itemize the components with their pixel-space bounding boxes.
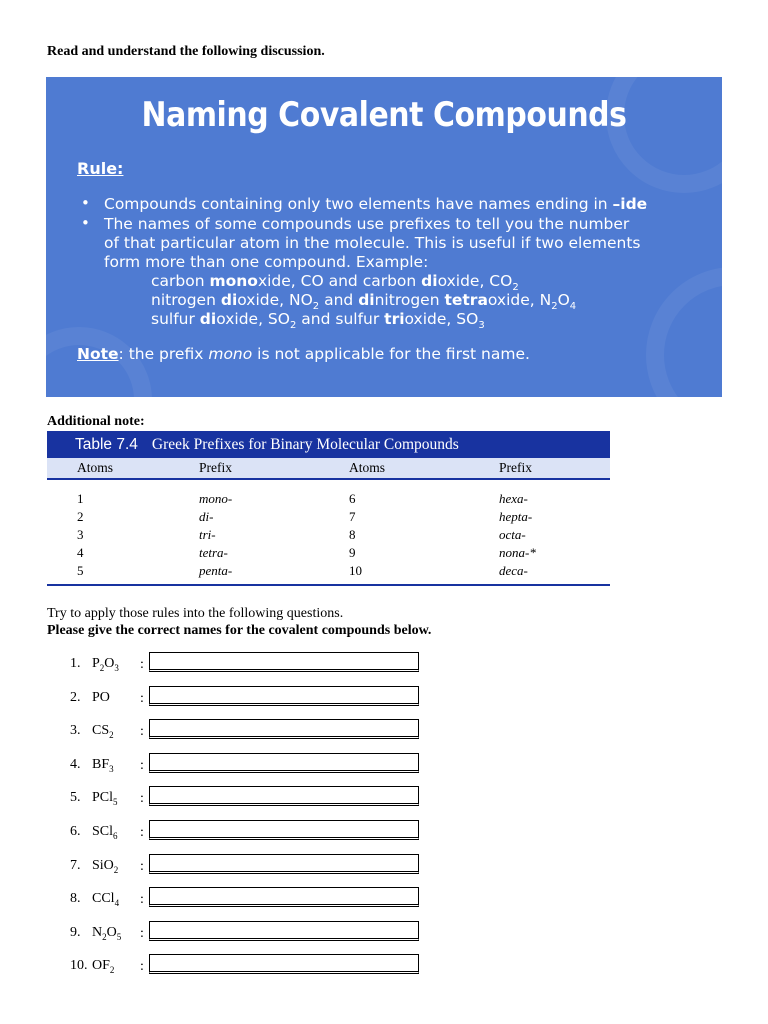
formula-element: BF (92, 756, 110, 772)
ex-subscript: 3 (478, 320, 485, 332)
answer-field[interactable] (149, 719, 419, 739)
atoms-cell: 9 (349, 545, 356, 560)
compound-formula (92, 958, 115, 976)
colon-separator: : (140, 724, 144, 740)
example-nitrogen (151, 291, 576, 312)
question-number: 10. (70, 958, 88, 974)
compound-formula (92, 824, 118, 839)
note-text: : the prefix (118, 345, 209, 363)
ex-text: and sulfur (296, 310, 385, 328)
question-label (70, 858, 118, 875)
ex-text: oxide, SO (404, 310, 479, 328)
rule-bullet-1-text: Compounds containing only two elements have names ending in (104, 195, 613, 213)
note-text: is not applicable for the first name. (252, 345, 530, 363)
ex-prefix: tri (384, 310, 405, 328)
formula-element: O (106, 924, 117, 940)
formula-element: P (92, 656, 100, 671)
compound-formula (92, 790, 118, 808)
colon-separator: : (140, 690, 144, 706)
atoms-cell: 6 (349, 491, 356, 506)
ex-subscript: 2 (312, 301, 320, 313)
rule-bullet-2-line-2 (104, 234, 641, 252)
prefix-cell: hexa- (499, 491, 528, 506)
question-number: 7. (70, 857, 81, 873)
table-title: Greek Prefixes for Binary Molecular Compounds (151, 436, 459, 453)
question-number: 8. (70, 891, 81, 907)
banner-title: Naming Covalent Compounds (141, 95, 627, 135)
atoms-cell: 1 (77, 491, 84, 506)
rule-bullet-2-line-1: The names of some compounds use prefixes to tell you the number (104, 215, 630, 233)
atoms-cell: 8 (349, 527, 356, 542)
atoms-cell: 10 (349, 563, 362, 578)
compound-formula (92, 690, 110, 705)
formula-subscript: 6 (113, 830, 118, 841)
bullet-2-bold-part: of that particular atom in the molecule. (104, 234, 410, 252)
header-atoms: Atoms (77, 460, 114, 475)
colon-separator: : (140, 757, 144, 773)
ex-text: sulfur (151, 310, 200, 328)
ex-prefix: di (358, 291, 375, 309)
formula-subscript: 2 (99, 662, 105, 673)
question-label (70, 891, 119, 908)
ex-prefix: di (421, 272, 438, 290)
prefix-cell: hepta- (499, 509, 533, 524)
instruction-bold: Please give the correct names for the covalent compounds below. (47, 623, 432, 638)
question-label (70, 656, 119, 673)
formula-subscript: 3 (114, 662, 119, 673)
formula-element: O (104, 656, 115, 671)
question-number: 2. (70, 689, 81, 705)
prefix-cell: penta- (199, 563, 233, 578)
question-number: 1. (70, 656, 81, 671)
atoms-cell: 7 (349, 509, 356, 524)
naming-rules-banner (46, 77, 722, 397)
atoms-cell: 5 (77, 563, 84, 578)
prefix-cell: deca- (499, 563, 528, 578)
question-label (70, 925, 121, 942)
compound-formula (92, 723, 114, 738)
question-label (70, 790, 118, 807)
question-number: 9. (70, 924, 81, 940)
bullet-icon: • (81, 214, 90, 232)
prefix-cell: tetra- (199, 545, 228, 560)
answer-field[interactable] (149, 887, 419, 907)
ex-subscript: 2 (551, 301, 558, 313)
ex-text: nitrogen (374, 291, 445, 309)
formula-element: N (92, 924, 103, 940)
answer-field[interactable] (149, 820, 419, 840)
example-carbon (151, 272, 519, 293)
header-prefix: Prefix (499, 460, 532, 475)
header-prefix: Prefix (199, 460, 232, 475)
question-label (70, 824, 118, 841)
ex-text: and (319, 291, 359, 309)
ex-prefix: di (199, 310, 217, 328)
ex-prefix: mono (209, 272, 258, 290)
formula-subscript: 2 (109, 965, 115, 976)
instruction-text: Try to apply those rules into the following questions. (47, 606, 344, 621)
answer-field[interactable] (149, 652, 419, 672)
atoms-cell: 4 (77, 545, 84, 560)
rule-bullet-2-line-3: form more than one compound. Example: (104, 253, 429, 271)
rule-label: Rule: (77, 159, 124, 178)
question-number: 3. (70, 723, 81, 739)
formula-subscript: 2 (113, 864, 119, 875)
ex-text: oxide, SO (216, 310, 290, 328)
formula-subscript: 4 (114, 897, 120, 908)
ex-subscript: 2 (512, 282, 519, 294)
question-label (70, 958, 114, 975)
prefix-cell: di- (199, 509, 214, 524)
ex-text: nitrogen (151, 291, 221, 309)
ex-prefix: di (220, 291, 238, 309)
ex-prefix: tetra (444, 291, 488, 309)
table-caption (47, 431, 610, 458)
note-italic: mono (208, 345, 253, 363)
colon-separator: : (140, 657, 144, 672)
colon-separator: : (140, 892, 144, 908)
bullet-2-rest: This is useful if two elements (409, 234, 641, 252)
ex-subscript: 4 (569, 301, 577, 313)
formula-element: SiO (92, 857, 114, 873)
ide-suffix: –ide (612, 195, 648, 213)
formula-element: SCl (92, 824, 114, 839)
atoms-cell: 2 (77, 509, 84, 524)
question-label (70, 757, 114, 774)
table-header-row (47, 458, 610, 480)
answer-field[interactable] (149, 854, 419, 874)
colon-separator: : (140, 791, 144, 807)
formula-subscript: 5 (116, 931, 122, 942)
ex-text: oxide, NO (237, 291, 313, 309)
question-label (70, 690, 110, 706)
colon-separator: : (140, 825, 144, 840)
formula-subscript: 3 (109, 763, 114, 774)
rule-bullet-1 (104, 195, 647, 213)
formula-element: PCl (92, 790, 114, 806)
atoms-cell: 3 (77, 527, 84, 542)
prefix-cell: nona-* (499, 545, 536, 560)
ex-subscript: 2 (289, 320, 297, 332)
colon-separator: : (140, 858, 144, 874)
ex-text: xide, CO and carbon (257, 272, 422, 290)
compound-formula (92, 656, 119, 671)
greek-prefix-table (47, 431, 610, 586)
answer-field[interactable] (149, 786, 419, 806)
ex-text: O (557, 291, 570, 309)
formula-subscript: 2 (109, 729, 114, 740)
intro-heading: Read and understand the following discussion. (47, 44, 325, 59)
question-number: 4. (70, 756, 81, 772)
bullet-icon: • (81, 194, 90, 212)
question-number: 5. (70, 790, 81, 806)
ex-text: oxide, CO (437, 272, 513, 290)
colon-separator: : (140, 925, 144, 941)
ex-text: carbon (151, 272, 210, 290)
compound-formula (92, 891, 119, 906)
compound-formula (92, 858, 118, 873)
compound-formula (92, 757, 114, 772)
prefix-cell: tri- (199, 527, 216, 542)
answer-field[interactable] (149, 921, 419, 941)
additional-note-label: Additional note: (47, 414, 145, 429)
prefix-cell: octa- (499, 527, 526, 542)
compound-formula (92, 925, 121, 940)
colon-separator: : (140, 959, 144, 975)
example-sulfur (151, 310, 485, 331)
formula-subscript: 2 (102, 931, 107, 942)
formula-element: OF (92, 958, 110, 974)
ex-text: oxide, N (487, 291, 552, 309)
question-label (70, 723, 114, 740)
gear-decoration-icon (646, 267, 722, 397)
table-number: Table 7.4 (75, 436, 138, 453)
formula-element: CCl (92, 891, 115, 907)
question-number: 6. (70, 824, 81, 839)
prefix-cell: mono- (199, 491, 233, 506)
formula-element: CS (92, 723, 110, 739)
table-body (47, 480, 610, 586)
formula-element: PO (92, 689, 110, 705)
header-atoms: Atoms (349, 460, 386, 475)
answer-field[interactable] (149, 753, 419, 773)
banner-note (77, 345, 530, 363)
note-label: Note (77, 345, 119, 363)
answer-field[interactable] (149, 686, 419, 706)
answer-field[interactable] (149, 954, 419, 974)
formula-subscript: 5 (113, 797, 118, 808)
